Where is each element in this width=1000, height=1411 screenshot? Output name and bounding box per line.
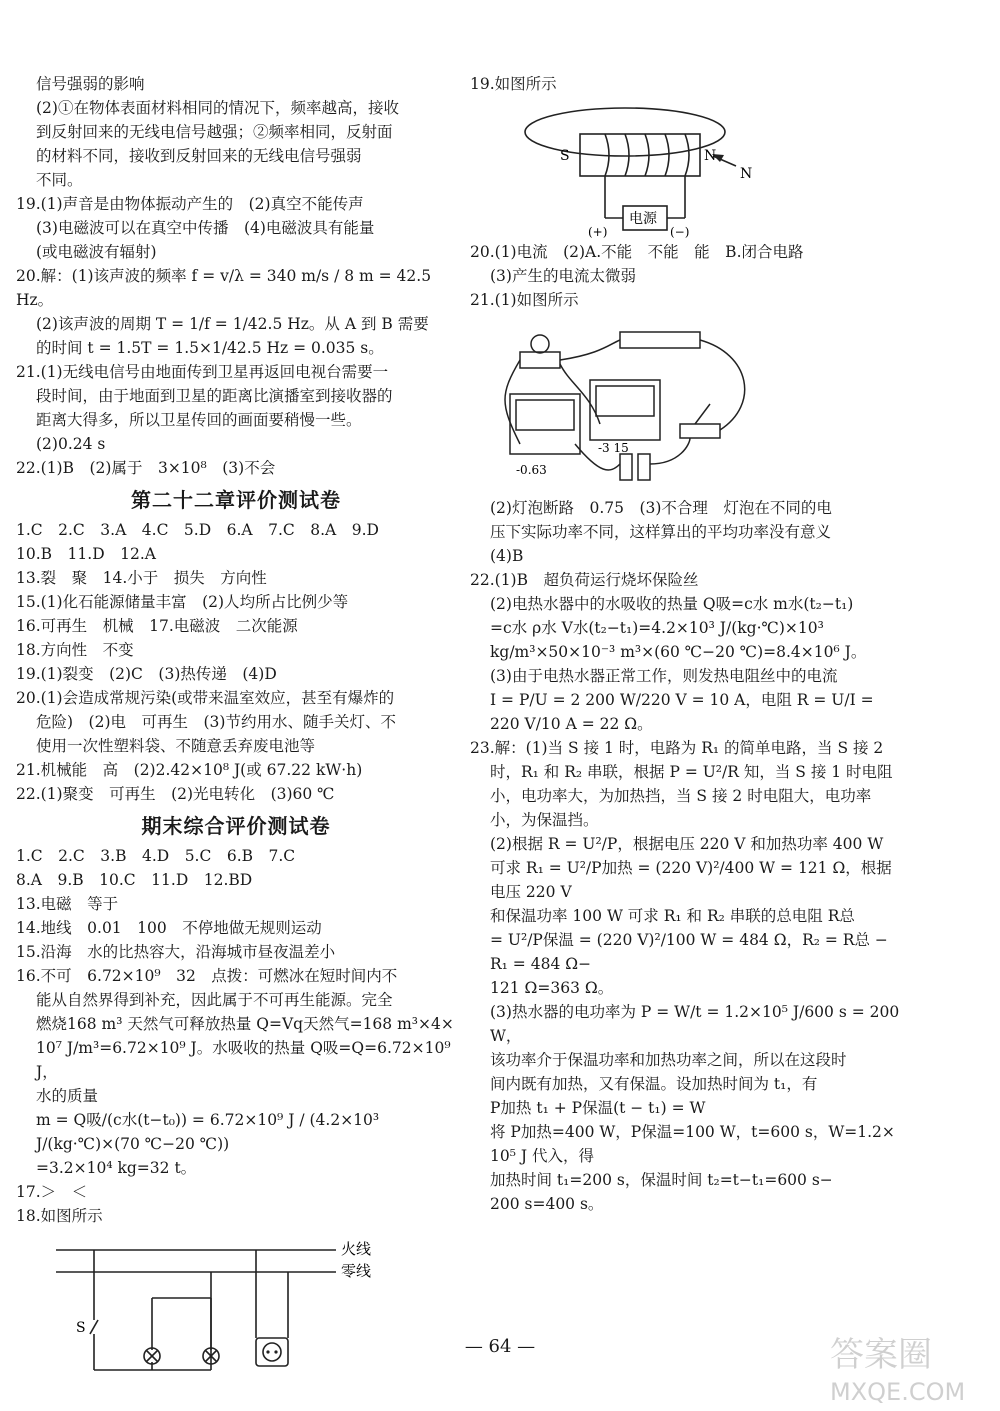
- text-line: 将 P加热=400 W，P保温=100 W，t=600 s，W=1.2×: [490, 1123, 895, 1141]
- text-line: 能从自然界得到补充，因此属于不可再生能源。完全: [36, 991, 393, 1009]
- text-line: 18.方向性 不变: [16, 641, 134, 659]
- text-line: 小，电功率大，为加热挡，当 S 接 2 时电阻大，电功率: [490, 787, 872, 805]
- text-line: 22.(1)B 超负荷运行烧坏保险丝: [470, 571, 699, 589]
- text-line: 121 Ω=363 Ω。: [490, 979, 614, 997]
- text-line: (3)产生的电流太微弱: [490, 267, 636, 285]
- text-line: 距离大得多，所以卫星传回的画面要稍慢一些。: [36, 411, 362, 429]
- text-line: 20.(1)电流 (2)A.不能 不能 能 B.闭合电路: [470, 243, 804, 261]
- text-line: 15.(1)化石能源储量丰富 (2)人均所占比例少等: [16, 593, 349, 611]
- text-line: 17.＞ ＜: [16, 1183, 88, 1201]
- watermark-logo: [826, 1330, 996, 1406]
- text-line: (2)该声波的周期 T = 1/f = 1/42.5 Hz。从 A 到 B 需要: [36, 315, 429, 333]
- text-line: 13.电磁 等于: [16, 895, 119, 913]
- lamp-circuit-diagram: [500, 314, 800, 494]
- text-line: (3)电磁波可以在真空中传播 (4)电磁波具有能量: [36, 219, 375, 237]
- section-heading-final: 期末综合评价测试卷: [141, 814, 331, 838]
- text-line: 信号强弱的影响: [36, 75, 145, 93]
- text-line: (2)根据 R = U²/P，根据电压 220 V 和加热功率 400 W: [490, 835, 884, 853]
- text-line: 不同。: [36, 171, 83, 189]
- switch-label: S: [76, 1320, 86, 1336]
- text-line: 该功率介于保温功率和加热功率之间，所以在这段时: [490, 1051, 847, 1069]
- text-line: 20.解：(1)该声波的频率 f = v/λ = 340 m/s / 8 m = 42.5 Hz。: [16, 267, 432, 309]
- voltmeter-terminals: -3 15: [598, 441, 629, 455]
- text-line: I = P/U = 2 200 W/220 V = 10 A，电阻 R = U/I = 220 V/10 A = 22 Ω。: [490, 691, 874, 733]
- text-line: 16.可再生 机械 17.电磁波 二次能源: [16, 617, 298, 635]
- text-line: (2)0.24 s: [36, 435, 106, 453]
- text-line: =3.2×10⁴ kg=32 t。: [36, 1159, 197, 1177]
- text-line: 可求 R₁ = U²/P加热 = (220 V)²/400 W = 121 Ω，根据电压 220 V: [490, 859, 892, 901]
- svg-text:MXQE.COM: MXQE.COM: [830, 1378, 966, 1406]
- answer-block-3: [16, 844, 456, 1228]
- text-line: 15.沿海 水的比热容大，沿海城市昼夜温差小: [16, 943, 336, 961]
- text-line: 小，为保温挡。: [490, 811, 599, 829]
- text-line: 13.裂 聚 14.小于 损失 方向性: [16, 569, 267, 587]
- text-line: 和保温功率 100 W 可求 R₁ 和 R₂ 串联的总电阻 R总: [490, 907, 855, 925]
- text-line: (或电磁波有辐射): [36, 243, 157, 261]
- minus-label: (−): [670, 225, 690, 238]
- live-wire-label: 火线: [341, 1240, 372, 1258]
- pole-n-label: N: [704, 148, 717, 164]
- section-heading-chapter22: 第二十二章评价测试卷: [131, 488, 341, 512]
- text-line: (3)热水器的电功率为 P = W/t = 1.2×10⁵ J/600 s = 200 W，: [490, 1003, 900, 1045]
- text-line: 23.解：(1)当 S 接 1 时，电路为 R₁ 的简单电路，当 S 接 2: [470, 739, 884, 757]
- text-line: 1.C 2.C 3.A 4.C 5.D 6.A 7.C 8.A 9.D: [16, 521, 379, 539]
- plus-label: (+): [588, 225, 608, 238]
- power-source-label: 电源: [629, 211, 657, 227]
- text-line: 200 s=400 s。: [490, 1195, 604, 1213]
- text-line: = U²/P保温 = (220 V)²/100 W = 484 Ω，R₂ = R总 − R₁ = 484 Ω−: [490, 931, 888, 973]
- text-line: 21.(1)无线电信号由地面传到卫星再返回电视台需要一: [16, 363, 389, 381]
- text-line: (2)灯泡断路 0.75 (3)不合理 灯泡在不同的电: [490, 499, 832, 517]
- answer-block-r2: [470, 496, 900, 1216]
- left-column: [16, 72, 456, 1382]
- text-line: 14.地线 0.01 100 不停地做无规则运动: [16, 919, 322, 937]
- text-line: 燃烧168 m³ 天然气可释放热量 Q=Vq天然气=168 m³×4×: [36, 1015, 454, 1033]
- text-line: 加热时间 t₁=200 s，保温时间 t₂=t−t₁=600 s−: [490, 1171, 833, 1189]
- pole-s-label: S: [560, 148, 570, 164]
- text-line: 使用一次性塑料袋、不随意丢弃废电池等: [36, 737, 316, 755]
- answer-block-r1: [470, 240, 900, 312]
- answer-block-1: [16, 72, 456, 480]
- text-line: 危险) (2)电 可再生 (3)节约用水、随手关灯、不: [36, 713, 396, 731]
- text-line: 16.不可 6.72×10⁹ 32 点拨：可燃冰在短时间内不: [16, 967, 398, 985]
- ammeter-terminals: -0.63: [516, 463, 547, 477]
- text-line: 10⁵ J 代入，得: [490, 1147, 595, 1165]
- answer-block-2: [16, 518, 456, 806]
- text-line: P加热 t₁ + P保温(t − t₁) = W: [490, 1099, 706, 1117]
- text-line: 20.(1)会造成常规污染(或带来温室效应，甚至有爆炸的: [16, 689, 395, 707]
- text-line: 21.机械能 高 (2)2.42×10⁸ J(或 67.22 kW·h): [16, 761, 363, 779]
- text-line: 10.B 11.D 12.A: [16, 545, 156, 563]
- household-circuit-diagram: [16, 1230, 416, 1380]
- text-line: 间内既有加热，又有保温。设加热时间为 t₁，有: [490, 1075, 818, 1093]
- text-line: 8.A 9.B 10.C 11.D 12.BD: [16, 871, 253, 889]
- text-line: 19.(1)裂变 (2)C (3)热传递 (4)D: [16, 665, 277, 683]
- text-line: 的时间 t = 1.5T = 1.5×1/42.5 Hz = 0.035 s。: [36, 339, 384, 357]
- right-column: [470, 72, 900, 1216]
- text-line: 段时间，由于地面到卫星的距离比演播室到接收器的: [36, 387, 393, 405]
- text-line: (2)电热水器中的水吸收的热量 Q吸=c水 m水(t₂−t₁): [490, 595, 854, 613]
- text-line: 21.(1)如图所示: [470, 291, 579, 309]
- electromagnet-diagram: [510, 98, 810, 238]
- compass-n-label: N: [740, 166, 753, 182]
- text-line: kg/m³×50×10⁻³ m³×(60 ℃−20 ℃)=8.4×10⁶ J。: [490, 643, 867, 661]
- text-line: 1.C 2.C 3.B 4.D 5.C 6.B 7.C: [16, 847, 296, 865]
- text-line: 压下实际功率不同，这样算出的平均功率没有意义: [490, 523, 832, 541]
- text-line: 到反射回来的无线电信号越强；②频率相同，反射面: [36, 123, 393, 141]
- text-line: =c水 ρ水 V水(t₂−t₁)=4.2×10³ J/(kg·℃)×10³: [490, 619, 824, 637]
- text-line: (2)①在物体表面材料相同的情况下，频率越高，接收: [36, 99, 399, 117]
- neutral-wire-label: 零线: [341, 1262, 372, 1280]
- text-line: 22.(1)B (2)属于 3×10⁸ (3)不会: [16, 459, 276, 477]
- text-line: 时，R₁ 和 R₂ 串联，根据 P = U²/R 知，当 S 接 1 时电阻: [490, 763, 893, 781]
- text-line: (3)由于电热水器正常工作，则发热电阻丝中的电流: [490, 667, 838, 685]
- text-line: 的材料不同，接收到反射回来的无线电信号强弱: [36, 147, 362, 165]
- text-line: 18.如图所示: [16, 1207, 103, 1225]
- text-line: 水的质量: [36, 1087, 99, 1105]
- text-line: (4)B: [490, 547, 524, 565]
- text-line: 22.(1)聚变 可再生 (2)光电转化 (3)60 ℃: [16, 785, 335, 803]
- svg-text:答案圈: 答案圈: [830, 1335, 932, 1375]
- text-line: 10⁷ J/m³=6.72×10⁹ J。水吸收的热量 Q吸=Q=6.72×10⁹ J，: [36, 1039, 451, 1081]
- q19-label: 19.如图所示: [470, 75, 557, 93]
- page-number: — 64 —: [464, 1336, 536, 1357]
- text-line: m = Q吸/(c水(t−t₀)) = 6.72×10⁹ J / (4.2×10³ J/(kg·℃)×(70 ℃−20 ℃)): [36, 1111, 380, 1153]
- text-line: 19.(1)声音是由物体振动产生的 (2)真空不能传声: [16, 195, 364, 213]
